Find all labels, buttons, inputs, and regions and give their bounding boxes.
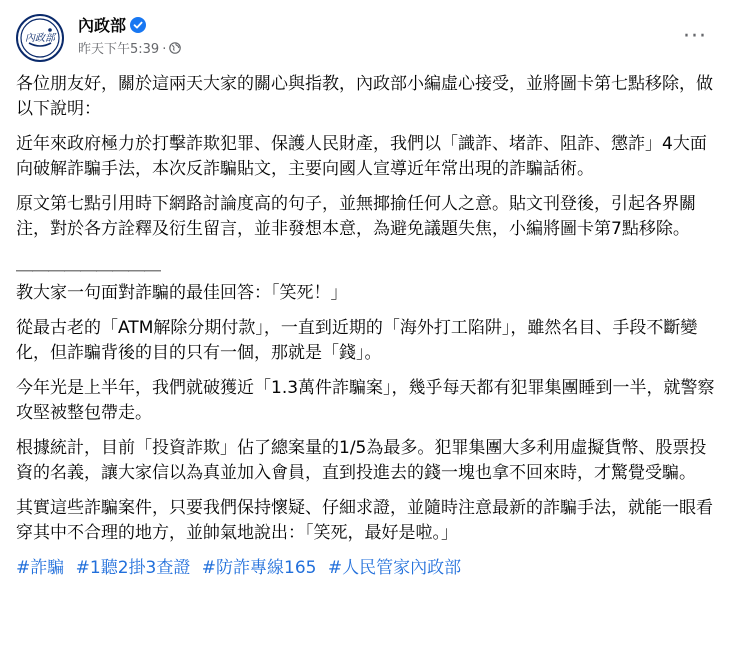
- hashtag-link[interactable]: #防詐專線165: [201, 558, 317, 578]
- paragraph: 從最古老的「ATM解除分期付款」，一直到近期的「海外打工陷阱」，雖然名目、手段不斷變化，但詐騙背後的目的只有一個，那就是「錢」。: [16, 318, 698, 363]
- page-name[interactable]: 內政部: [78, 16, 127, 35]
- post-timestamp[interactable]: 昨天下午5:39: [78, 42, 160, 57]
- paragraph: 各位朋友好，關於這兩天大家的關心與指教，內政部小編虛心接受，並將圖卡第七點移除，做以下說明：: [16, 74, 713, 119]
- svg-text:內政部: 內政部: [25, 33, 55, 44]
- moi-logo-icon: [18, 16, 62, 60]
- meta-separator: ·: [162, 42, 167, 57]
- page-avatar[interactable]: [16, 14, 64, 62]
- post-meta: [78, 42, 181, 58]
- paragraph: 其實這些詐騙案件，只要我們保持懷疑、仔細求證，並隨時注意最新的詐騙手法，就能一眼看穿其中不合理的地方，並帥氣地說出：「笑死，最好是啦。」: [16, 498, 713, 543]
- more-options-button[interactable]: ···: [683, 24, 707, 49]
- post-body: [16, 72, 716, 581]
- post-header: [16, 12, 713, 64]
- hashtag-link[interactable]: #詐騙: [16, 558, 65, 578]
- hashtag-link[interactable]: #1聽2掛3查證: [75, 558, 191, 578]
- paragraph: 近年來政府極力於打擊詐欺犯罪、保護人民財產，我們以「識詐、堵詐、阻詐、懲詐」4大面向破解詐騙手法，本次反詐騙貼文，主要向國人宣導近年常出現的詐騙話術。: [16, 134, 707, 179]
- paragraph: 根據統計，目前「投資詐欺」佔了總案量的1/5為最多。犯罪集團大多利用虛擬貨幣、股票投資的名義，讓大家信以為真並加入會員，直到投進去的錢一塊也拿不回來時，才驚覺受騙。: [16, 438, 707, 483]
- paragraph: 原文第七點引用時下網路討論度高的句子，並無揶揄任何人之意。貼文刊登後，引起各界關注，對於各方詮釋及衍生留言，並非發想本意，為避免議題失焦，小編將圖卡第7點移除。: [16, 194, 696, 239]
- paragraph: 今年光是上半年，我們就破獲近「1.3萬件詐騙案」，幾乎每天都有犯罪集團睡到一半，就警察攻堅被整包帶走。: [16, 378, 715, 423]
- globe-icon[interactable]: [169, 42, 181, 54]
- paragraph: 教大家一句面對詐騙的最佳回答：「笑死！」: [16, 283, 348, 303]
- hashtag-link[interactable]: #人民管家內政部: [327, 558, 462, 578]
- hashtag-list: [16, 556, 716, 581]
- divider-line: ＿＿＿＿＿＿＿＿＿: [16, 254, 160, 274]
- page-name-row: [78, 16, 146, 36]
- verified-badge-icon: [130, 17, 146, 33]
